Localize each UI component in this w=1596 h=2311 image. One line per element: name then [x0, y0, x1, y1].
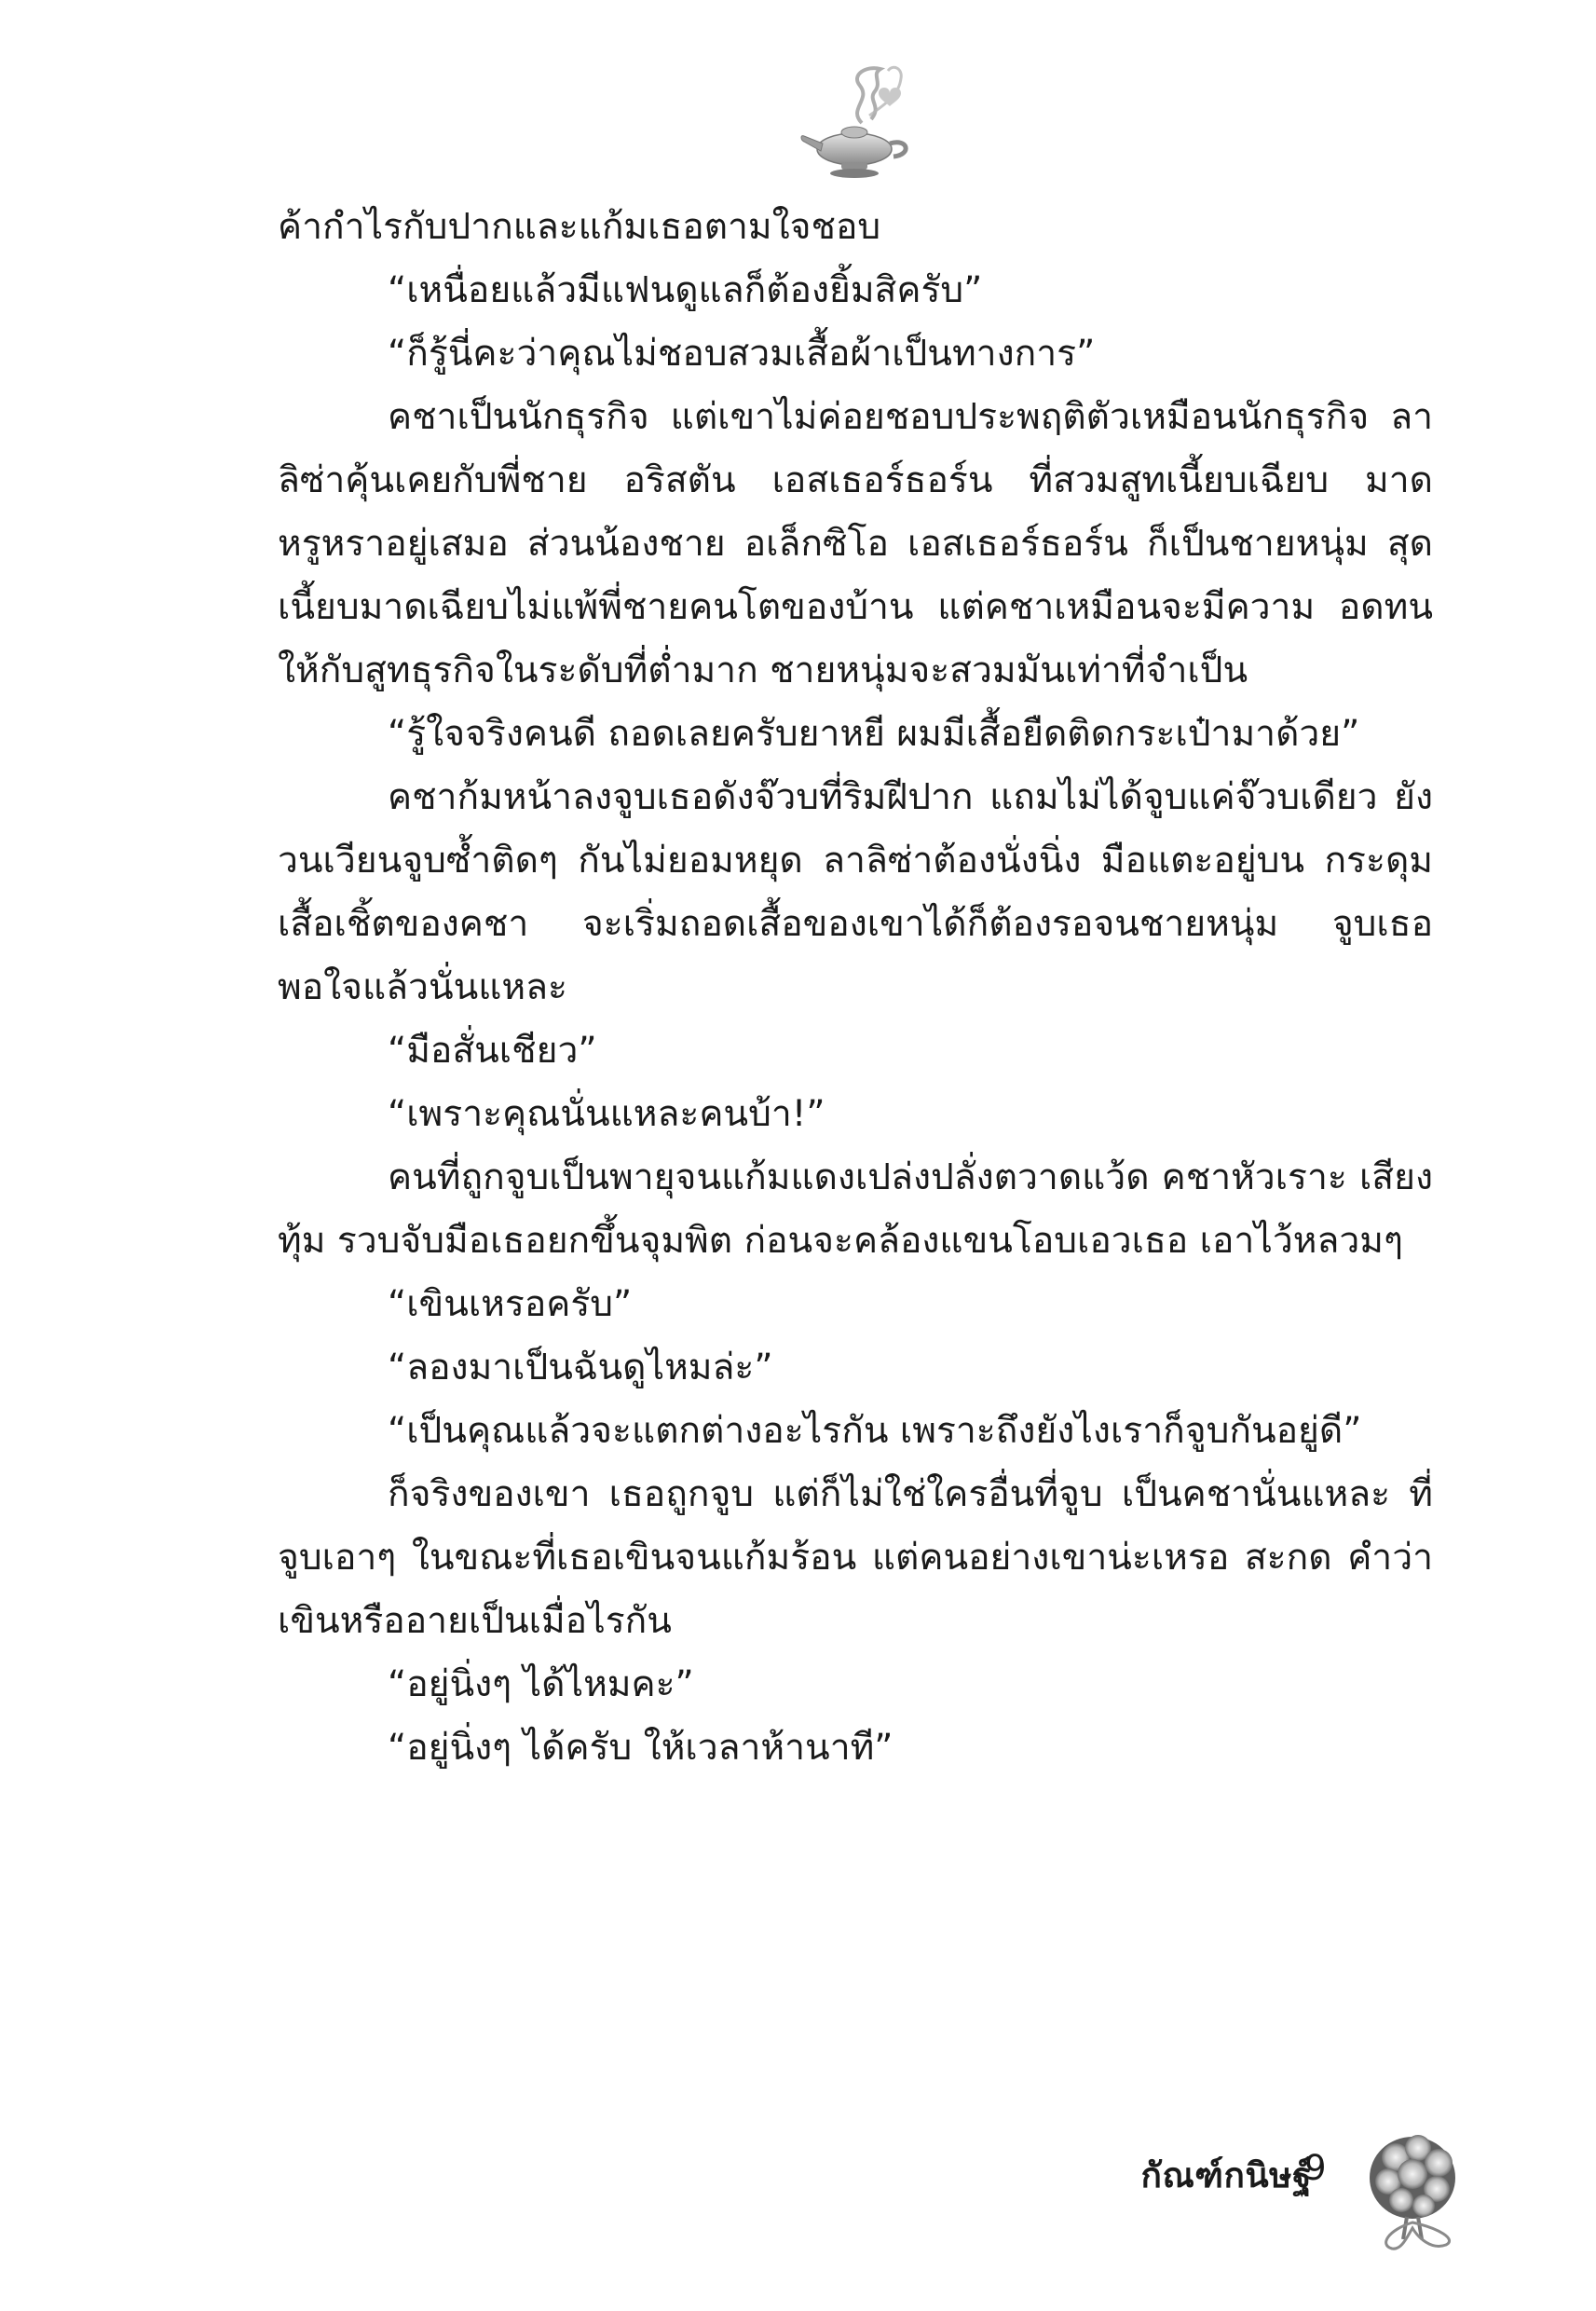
genie-lamp-icon	[797, 58, 918, 184]
paragraph: คชาก้มหน้าลงจูบเธอดังจ๊วบที่ริมฝีปาก แถมไม่ได้จูบแค่จ๊วบเดียว ยังวนเวียนจูบซ้ำติดๆ กันไม่ยอมหยุด ลาลิซ่าต้องนั่งนิ่ง มือแตะอยู่บน กระดุมเสื้อเชิ้ตของคชา จะเริ่มถอดเสื้อของเขาได้ก็ต้องรอจนชายหนุ่ม จูบเธอพอใจแล้วนั่นแหละ	[278, 776, 1433, 1008]
page-footer	[0, 2120, 1596, 2269]
dialogue-line: “เขินเหรอครับ”	[388, 1283, 633, 1325]
dialogue-line: “อยู่นิ่งๆ ได้ครับ ให้เวลาห้านาที”	[388, 1727, 893, 1769]
dialogue-line: “อยู่นิ่งๆ ได้ไหมคะ”	[388, 1663, 694, 1705]
page-number: 9	[1304, 2148, 1327, 2188]
dialogue-line: “เป็นคุณแล้วจะแตกต่างอะไรกัน เพราะถึงยังไงเราก็จูบกันอยู่ดี”	[388, 1410, 1362, 1452]
dialogue-line: “มือสั่นเชียว”	[388, 1030, 597, 1072]
dialogue-line: “เพราะคุณนั่นแหละคนบ้า!”	[388, 1093, 825, 1135]
chapter-text	[278, 196, 1433, 1780]
paragraph: ก็จริงของเขา เธอถูกจูบ แต่ก็ไม่ใช่ใครอื่นที่จูบ เป็นคชานั่นแหละ ที่จูบเอาๆ ในขณะที่เธอเขินจนแก้มร้อน แต่คนอย่างเขาน่ะเหรอ สะกด คำว่าเขินหรืออายเป็นเมื่อไรกัน	[278, 1473, 1433, 1642]
dialogue-line: “ก็รู้นี่คะว่าคุณไม่ชอบสวมเสื้อผ้าเป็นทางการ”	[388, 333, 1096, 375]
dialogue-line: “ลองมาเป็นฉันดูไหมล่ะ”	[388, 1347, 773, 1388]
dialogue-line: “เหนื่อยแล้วมีแฟนดูแลก็ต้องยิ้มสิครับ”	[388, 269, 983, 311]
flower-bouquet-icon	[1360, 2120, 1467, 2255]
paragraph: คชาเป็นนักธุรกิจ แต่เขาไม่ค่อยชอบประพฤติตัวเหมือนนักธุรกิจ ลาลิซ่าคุ้นเคยกับพี่ชาย อริสตัน เอสเธอร์ธอร์น ที่สวมสูทเนี้ยบเฉียบ มาดหรูหราอยู่เสมอ ส่วนน้องชาย อเล็กซิโอ เอสเธอร์ธอร์น ก็เป็นชายหนุ่ม สุดเนี้ยบมาดเฉียบไม่แพ้พี่ชายคนโตของบ้าน แต่คชาเหมือนจะมีความ อดทนให้กับสูทธุรกิจในระดับที่ต่ำมาก ชายหนุ่มจะสวมมันเท่าที่จำเป็น	[278, 396, 1433, 691]
paragraph: ค้ากำไรกับปากและแก้มเธอตามใจชอบ	[278, 206, 881, 248]
paragraph: คนที่ถูกจูบเป็นพายุจนแก้มแดงเปล่งปลั่งตวาดแว้ด คชาหัวเราะ เสียงทุ้ม รวบจับมือเธอยกขึ้นจุมพิต ก่อนจะคล้องแขนโอบเอวเธอ เอาไว้หลวมๆ	[278, 1156, 1433, 1262]
dialogue-line: “รู้ใจจริงคนดี ถอดเลยครับยาหยี ผมมีเสื้อยืดติดกระเป๋ามาด้วย”	[388, 713, 1360, 755]
running-title: กัณฑ์กนิษฐ์	[1140, 2155, 1312, 2195]
